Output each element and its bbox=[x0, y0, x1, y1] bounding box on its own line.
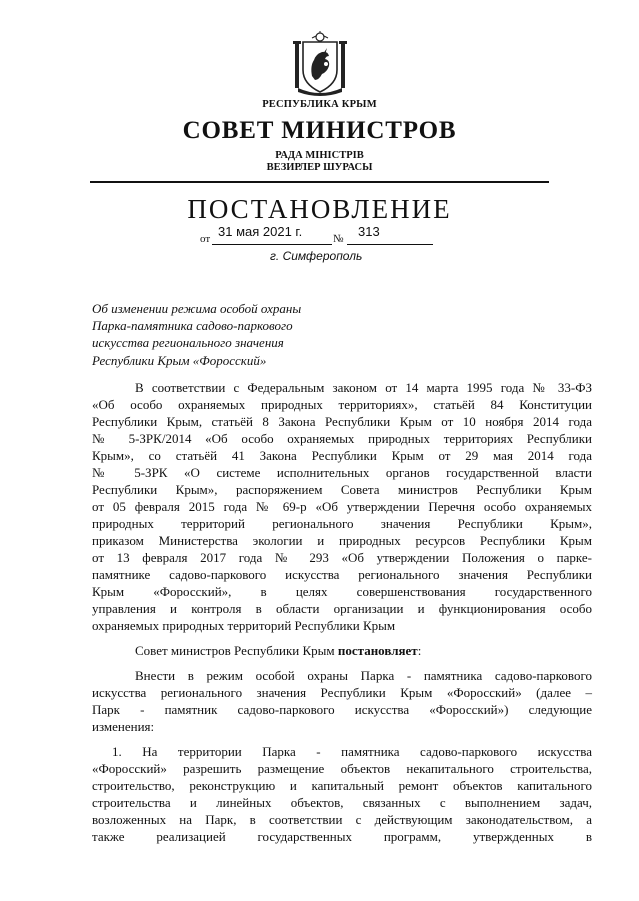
resolves-line bbox=[135, 643, 592, 659]
preamble-line: «Об особо охраняемых природных территориях», статьёй 84 Конституции bbox=[92, 397, 592, 412]
title-line: Об изменении режима особой охраны bbox=[92, 301, 302, 316]
preamble-line: охраняемых природных территорий Республики Крым bbox=[92, 618, 396, 633]
intro-line: изменения: bbox=[92, 719, 155, 734]
preamble-line: от 13 февраля 2017 года № 293 «Об утверждении Положения о парке- bbox=[92, 550, 592, 565]
preamble-line: Республики Крым», распоряжением Совета министров Республики Крым bbox=[92, 482, 592, 497]
resolves-text: Совет министров Республики Крым bbox=[135, 643, 338, 658]
preamble-line: № 5-ЗРК «О системе исполнительных органов государственной власти bbox=[92, 465, 592, 480]
number-underline bbox=[347, 244, 433, 245]
preamble-line: Крым «Форосский», в целях совершенствования государственного bbox=[92, 584, 592, 599]
preamble-line: Республики Крым, статьёй 8 Закона Республики Крым от 10 ноября 2014 года bbox=[92, 414, 592, 429]
title-line: Парка-памятника садово-паркового bbox=[92, 318, 293, 334]
item1-line: строительство, реконструкцию и капитальный ремонт объектов капитального bbox=[92, 778, 592, 793]
crimea-coat-of-arms-emblem bbox=[292, 30, 348, 98]
resolves-keyword: постановляет bbox=[337, 643, 418, 658]
date-prefix: от bbox=[200, 233, 211, 245]
document-number: 313 bbox=[358, 224, 380, 239]
preamble-line: Крым», со статьёй 41 Закона Республики Крым от 29 мая 2014 года bbox=[92, 448, 592, 463]
republic-name: РЕСПУБЛИКА КРЫМ bbox=[262, 99, 377, 110]
title-line: Республики Крым «Форосский» bbox=[92, 352, 267, 368]
item1-line: возложенных на Парк, в соответствии с действующим законодательством, а bbox=[92, 812, 592, 827]
intro-line: Внести в режим особой охраны Парка - памятника садово-паркового bbox=[135, 668, 592, 683]
intro-line: Парк - памятник садово-паркового искусства «Форосский») следующие bbox=[92, 702, 592, 717]
preamble-line: от 05 февраля 2015 года № 69-р «Об утверждении Перечня особо охраняемых bbox=[92, 499, 592, 514]
preamble-line: приказом Министерства экологии и природных ресурсов Республики Крым bbox=[92, 533, 592, 548]
preamble-line: памятнике садово-паркового искусства регионального значения Республики bbox=[92, 567, 592, 582]
preamble-line: № 5-ЗРК/2014 «Об особо охраняемых природных территориях Республики bbox=[92, 431, 592, 446]
intro-line: искусства регионального значения Республики Крым «Форосский» (далее – bbox=[92, 685, 592, 700]
title-line: искусства регионального значения bbox=[92, 335, 284, 351]
item1-line: также реализацией государственных программ, утвержденных в bbox=[92, 829, 592, 844]
document-city: г. Симферополь bbox=[270, 249, 363, 263]
council-name: СОВЕТ МИНИСТРОВ bbox=[182, 117, 457, 144]
item1-line: 1. На территории Парка - памятника садово-паркового искусства bbox=[112, 744, 592, 759]
preamble-line: управления и контроля в области организации и функционирования особо bbox=[92, 601, 592, 616]
item1-line: строительства и линейных объектов, связанных с выполнением задач, bbox=[92, 795, 592, 810]
preamble-line: природных территорий регионального значения Республики Крым», bbox=[92, 516, 592, 531]
council-name-ukrainian: РАДА МІНІСТРІВ bbox=[275, 150, 364, 161]
preamble-line: В соответствии с Федеральным законом от 14 марта 1995 года № 33-ФЗ bbox=[135, 380, 592, 395]
resolves-colon: : bbox=[417, 643, 422, 658]
date-underline bbox=[212, 244, 332, 245]
header-divider bbox=[90, 181, 549, 183]
document-type: ПОСТАНОВЛЕНИЕ bbox=[187, 194, 452, 224]
council-name-crimean-tatar: ВЕЗИРЛЕР ШУРАСЫ bbox=[266, 162, 373, 173]
number-prefix: № bbox=[333, 233, 344, 245]
document-date: 31 мая 2021 г. bbox=[218, 224, 303, 239]
document-title bbox=[92, 300, 412, 369]
date-number-line bbox=[200, 224, 440, 247]
item1-line: «Форосский» разрешить размещение объектов некапитального строительства, bbox=[92, 761, 592, 776]
